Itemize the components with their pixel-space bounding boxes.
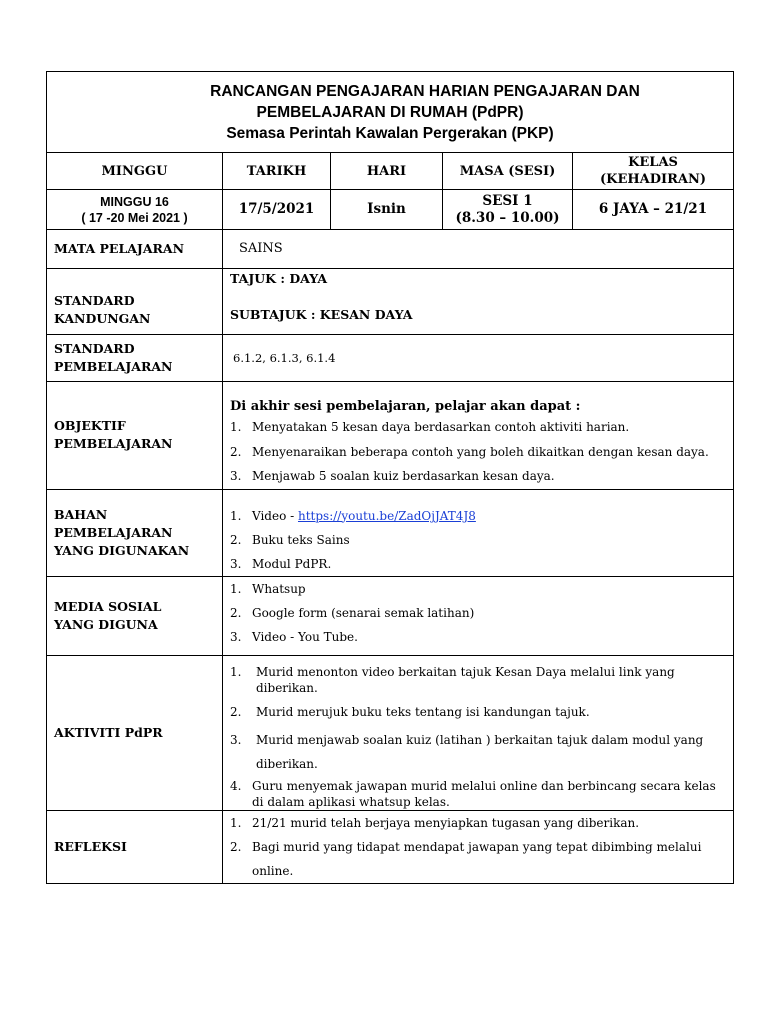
list-item <box>230 811 731 835</box>
objektif-label-line1: OBJEKTIF <box>54 418 126 434</box>
header-kelas <box>573 153 734 190</box>
media-label-line1: MEDIA SOSIAL <box>54 598 162 614</box>
value-minggu-line1: MINGGU 16 <box>100 194 169 209</box>
list-item <box>230 601 733 625</box>
list-number: 3. <box>230 556 242 571</box>
value-minggu-line2: ( 17 -20 Mei 2021 ) <box>81 210 188 225</box>
list-number: 2. <box>230 704 242 719</box>
bahan-list <box>230 504 733 576</box>
objektif-row <box>47 382 734 490</box>
media-label <box>47 576 223 655</box>
list-item <box>230 528 733 552</box>
header-tarikh: TARIKH <box>223 153 331 190</box>
lesson-plan-document <box>46 71 733 884</box>
standard-kandungan-row <box>47 269 734 335</box>
list-item <box>230 415 733 440</box>
media-list <box>230 577 733 649</box>
title-line-3: Semasa Perintah Kawalan Pergerakan (PKP) <box>226 124 554 142</box>
list-number: 1. <box>230 508 242 523</box>
standard-pembelajaran-label <box>47 335 223 382</box>
bahan-label-line1: BAHAN <box>54 506 108 522</box>
title-line-2: PEMBELAJARAN DI RUMAH (PdPR) <box>256 103 524 121</box>
list-text: Whatsup <box>252 581 306 596</box>
objektif-intro: Di akhir sesi pembelajaran, pelajar akan dapat : <box>230 399 581 414</box>
standard-kandungan-label <box>47 269 223 335</box>
aktiviti-content <box>223 655 734 810</box>
list-number: 1. <box>230 420 242 434</box>
list-item <box>230 464 733 489</box>
list-text: Buku teks Sains <box>252 532 350 547</box>
media-label-line2: YANG DIGUNA <box>54 616 158 632</box>
refleksi-label: REFLEKSI <box>47 810 223 883</box>
document-title <box>47 72 734 153</box>
bahan-row <box>47 489 734 576</box>
list-text: Murid menonton video berkaitan tajuk Kesan Daya melalui link yang diberikan. <box>256 664 675 695</box>
standard-pembelajaran-value: 6.1.2, 6.1.3, 6.1.4 <box>223 335 734 382</box>
list-number: 4. <box>230 778 242 793</box>
list-text: Menjawab 5 soalan kuiz berdasarkan kesan daya. <box>252 469 555 483</box>
list-text: Modul PdPR. <box>252 556 332 571</box>
list-item <box>230 625 733 649</box>
list-number: 3. <box>230 469 242 483</box>
value-masa-line2: (8.30 – 10.00) <box>455 209 560 226</box>
list-text: Google form (senarai semak latihan) <box>252 605 475 620</box>
list-item <box>230 704 727 720</box>
value-minggu <box>47 190 223 230</box>
list-text: Murid menjawab soalan kuiz (latihan ) berkaitan tajuk dalam modul yang diberikan. <box>256 732 704 771</box>
youtube-video-link[interactable]: https://youtu.be/ZadOjJAT4J8 <box>297 508 476 523</box>
header-minggu: MINGGU <box>47 153 223 190</box>
list-text: Menyenaraikan beberapa contoh yang boleh dikaitkan dengan kesan daya. <box>252 444 709 459</box>
list-item <box>230 552 733 576</box>
objektif-label-line2: PEMBELAJARAN <box>54 436 173 452</box>
value-masa-line1: SESI 1 <box>482 192 533 209</box>
list-item <box>230 440 733 465</box>
video-prefix: Video - <box>252 508 298 523</box>
list-number: 1. <box>230 664 242 679</box>
media-content <box>223 576 734 655</box>
objektif-label <box>47 382 223 490</box>
list-number: 2. <box>230 444 242 459</box>
list-text: Bagi murid yang tidapat mendapat jawapan yang tepat dibimbing melalui online. <box>252 839 702 878</box>
bahan-label-line2: PEMBELAJARAN <box>54 524 173 540</box>
title-line-1: RANCANGAN PENGAJARAN HARIAN PENGAJARAN DAN <box>210 82 640 100</box>
bahan-label <box>47 489 223 576</box>
objektif-list <box>230 415 733 489</box>
refleksi-list <box>230 811 731 883</box>
list-number: 1. <box>230 581 242 596</box>
header-row <box>47 153 734 190</box>
list-text: 21/21 murid telah berjaya menyiapkan tugasan yang diberikan. <box>252 815 640 830</box>
list-item <box>230 728 727 776</box>
aktiviti-row <box>47 655 734 810</box>
refleksi-row <box>47 810 734 883</box>
tajuk-text: TAJUK : DAYA <box>230 271 328 286</box>
objektif-content <box>223 382 734 490</box>
list-item <box>230 778 727 810</box>
aktiviti-list <box>230 664 727 810</box>
list-text: Guru menyemak jawapan murid melalui online dan berbincang secara kelas di dalam aplikasi whatsup kelas. <box>252 778 716 809</box>
value-hari: Isnin <box>331 190 443 230</box>
list-text: Video - You Tube. <box>252 629 358 644</box>
header-kelas-line1: KELAS <box>628 155 678 170</box>
standard-pembelajaran-label-line2: PEMBELAJARAN <box>54 359 173 374</box>
list-number: 2. <box>230 839 242 854</box>
list-text: Menyatakan 5 kesan daya berdasarkan contoh aktiviti harian. <box>252 420 630 434</box>
list-number: 2. <box>230 532 242 547</box>
list-item <box>230 664 727 696</box>
standard-kandungan-content <box>223 269 734 335</box>
standard-kandungan-label-line1: STANDARD <box>54 293 135 308</box>
header-masa: MASA (SESI) <box>443 153 573 190</box>
lesson-plan-table <box>46 71 734 884</box>
mata-pelajaran-label: MATA PELAJARAN <box>47 230 223 269</box>
value-masa <box>443 190 573 230</box>
list-text <box>252 504 733 528</box>
list-number: 1. <box>230 815 242 830</box>
header-kelas-line2: (KEHADIRAN) <box>600 172 707 187</box>
header-hari: HARI <box>331 153 443 190</box>
standard-pembelajaran-label-line1: STANDARD <box>54 341 135 356</box>
list-number: 3. <box>230 629 242 644</box>
media-row <box>47 576 734 655</box>
list-item <box>230 577 733 601</box>
value-row <box>47 190 734 230</box>
mata-pelajaran-value: SAINS <box>223 230 734 269</box>
list-item <box>230 504 733 528</box>
value-kelas: 6 JAYA – 21/21 <box>573 190 734 230</box>
standard-pembelajaran-row <box>47 335 734 382</box>
list-number: 2. <box>230 605 242 620</box>
standard-kandungan-label-line2: KANDUNGAN <box>54 311 151 326</box>
list-text: Murid merujuk buku teks tentang isi kandungan tajuk. <box>256 704 590 719</box>
value-tarikh: 17/5/2021 <box>223 190 331 230</box>
list-item <box>230 835 731 883</box>
subtajuk-text: SUBTAJUK : KESAN DAYA <box>230 307 413 322</box>
list-number: 3. <box>230 732 242 747</box>
mata-pelajaran-row <box>47 230 734 269</box>
aktiviti-label: AKTIVITI PdPR <box>47 655 223 810</box>
refleksi-content <box>223 810 734 883</box>
title-row <box>47 72 734 153</box>
bahan-content <box>223 489 734 576</box>
bahan-label-line3: YANG DIGUNAKAN <box>54 542 190 558</box>
